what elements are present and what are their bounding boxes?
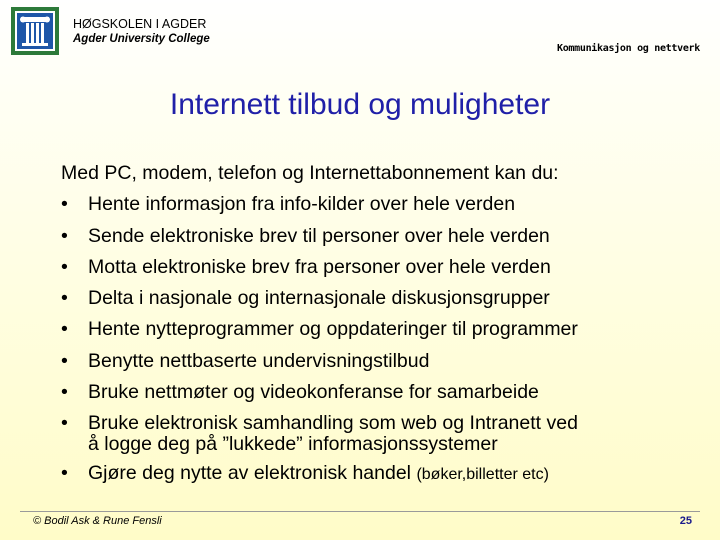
list-item <box>61 189 711 220</box>
list-item-text: Delta i nasjonale og internasjonale diskusjonsgrupper <box>88 287 550 310</box>
list-item-note: (bøker,billetter etc) <box>416 465 549 483</box>
bullet-mark: • <box>61 412 68 435</box>
list-item-text: Sende elektroniske brev til personer over hele verden <box>88 224 550 247</box>
list-item <box>61 346 711 377</box>
list-item-text: Motta elektroniske brev fra personer over hele verden <box>88 255 551 278</box>
list-item <box>61 377 711 408</box>
footer-divider <box>20 511 700 512</box>
bullet-mark: • <box>61 193 68 216</box>
list-item <box>61 458 711 490</box>
list-item <box>61 252 711 283</box>
intro-text: Med PC, modem, telefon og Internettabonnement kan du: <box>61 162 559 184</box>
list-item-text: Bruke nettmøter og videokonferanse for samarbeide <box>88 381 539 404</box>
list-item <box>61 408 711 457</box>
bullet-mark: • <box>61 349 68 372</box>
school-logo <box>10 6 60 56</box>
bullet-list <box>61 189 711 490</box>
list-item <box>61 221 711 252</box>
column-logo-icon <box>10 6 60 56</box>
list-item-text: Benytte nettbaserte undervisningstilbud <box>88 349 430 372</box>
list-item-text: Hente informasjon fra info-kilder over hele verden <box>88 193 516 216</box>
slide-title: Internett tilbud og muligheter <box>169 88 551 121</box>
list-item-text: Gjøre deg nytte av elektronisk handel <box>88 461 417 484</box>
course-name: Kommunikasjon og nettverk <box>556 43 700 54</box>
school-name-english: Agder University College <box>73 33 210 45</box>
list-item-continuation: å logge deg på ”lukkede” informasjonssystemer <box>88 432 498 455</box>
footer-copyright: © Bodil Ask & Rune Fensli <box>33 515 162 527</box>
page-number: 25 <box>679 515 692 527</box>
slide-body <box>61 158 711 490</box>
school-name: HØGSKOLEN I AGDER <box>73 17 207 31</box>
bullet-mark: • <box>61 461 68 484</box>
list-item <box>61 283 711 314</box>
bullet-mark: • <box>61 381 68 404</box>
list-item-text: Hente nytteprogrammer og oppdateringer til programmer <box>88 318 578 341</box>
list-item-text: Bruke elektronisk samhandling som web og Intranett ved <box>88 412 578 435</box>
bullet-mark: • <box>61 255 68 278</box>
bullet-mark: • <box>61 287 68 310</box>
bullet-mark: • <box>61 224 68 247</box>
bullet-mark: • <box>61 318 68 341</box>
list-item <box>61 314 711 345</box>
